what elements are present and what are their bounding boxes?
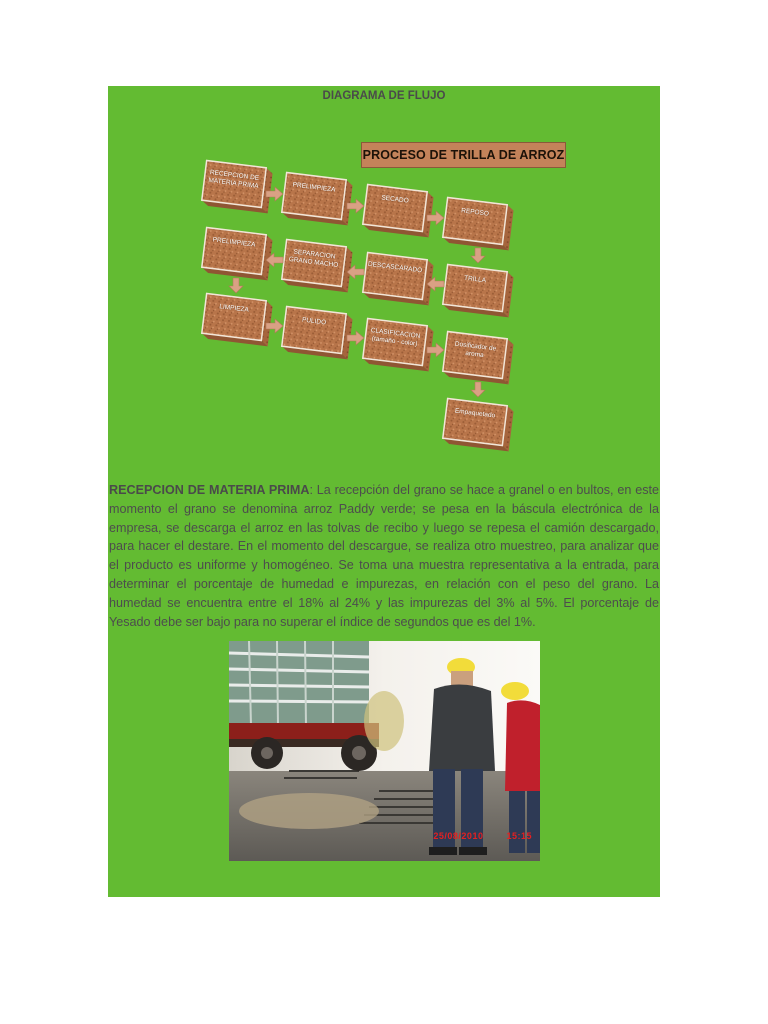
document-title: DIAGRAMA DE FLUJO — [322, 90, 446, 102]
flow-step-label: RECEPCION DE MATERIA PRIMA — [208, 169, 260, 190]
photo-time: 15:15 — [506, 831, 532, 841]
flow-step-label: SECADO — [380, 194, 410, 205]
flow-arrow — [471, 382, 485, 397]
flow-arrow — [471, 248, 485, 263]
flow-step-label: Empaquetado — [454, 407, 496, 420]
flow-step-label: PULIDO — [301, 316, 327, 327]
flowchart-header: PROCESO DE TRILLA DE ARROZ — [361, 142, 566, 168]
flow-step-label: REPOSO — [460, 207, 490, 218]
flow-step-label: PRELIMPIEZA — [212, 236, 256, 249]
section-heading: RECEPCION DE MATERIA PRIMA — [109, 483, 310, 497]
photo-truck-unloading — [229, 641, 540, 861]
flow-step-label: DESCASCARADO — [367, 260, 423, 275]
document-panel — [108, 86, 660, 897]
flow-step-label: CLASIFICACION (tamaño - color) — [370, 327, 421, 348]
flowchart — [108, 86, 660, 466]
flow-step-label: PRELIMPIEZA — [292, 181, 336, 194]
flow-arrow — [229, 278, 243, 293]
photo-timestamp — [433, 831, 532, 841]
flow-step-label: Dosificador de aroma — [454, 340, 497, 359]
section-paragraph — [109, 481, 659, 631]
photo-scene — [229, 641, 540, 861]
section-body: : La recepción del grano se hace a granel o en bultos, en este momento el grano se denomina arroz Paddy verde; se pesa en la báscula electrónica de la empresa, se descarga el arroz en las tolvas de recibo y luego se repesa el camión descargado, para hacer el destare. En el momento del descargue, se realiza otro muestreo, para analizar que el producto es uniforme y homogéneo. Se toma una muestra representativa a la entrada, para determinar el porcentaje de humedad e impurezas, en relación con el peso del grano. La humedad se encuentra entre el 18% al 24% y las impurezas del 3% al 5%. El porcentaje de Yesado debe ser bajo para no superar el índice de segundos que es del 1%. — [109, 483, 659, 629]
flow-step-label: SEPARACION GRANO MACHO — [288, 248, 339, 269]
photo-date: 25/08/2010 — [433, 831, 484, 841]
flow-step-label: LIMPIEZA — [218, 303, 250, 314]
flow-step-label: TRILLA — [463, 274, 487, 285]
